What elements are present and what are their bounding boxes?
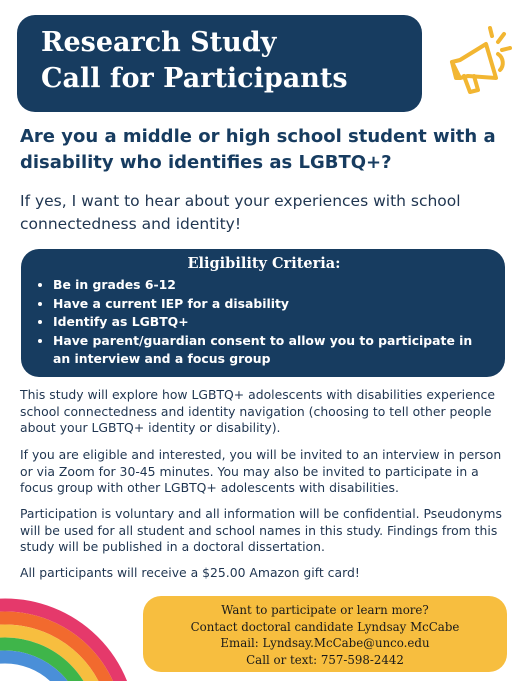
eligibility-list: [39, 276, 489, 369]
contact-email[interactable]: Email: Lyndsay.McCabe@unco.edu: [220, 636, 430, 650]
lead-text: If yes, I want to hear about your experiences with school connectedness and identity!: [20, 192, 461, 233]
title-line-1: Research Study: [41, 27, 277, 58]
eligibility-item: • Be in grades 6-12: [53, 276, 489, 295]
eligibility-box: [21, 249, 505, 377]
eligibility-heading: Eligibility Criteria:: [187, 255, 341, 272]
eligibility-item: • Identify as LGBTQ+: [53, 313, 489, 332]
contact-phone[interactable]: Call or text: 757-598-2442: [246, 652, 404, 667]
contact-name: Contact doctoral candidate Lyndsay McCabe: [190, 619, 460, 634]
rainbow-graphic: [0, 580, 140, 681]
confidentiality-note: Participation is voluntary and all information will be confidential. Pseudonyms will be used for all student and school names in this study. Findings from this study will be published in a doctoral dissertation.: [20, 506, 502, 554]
title-line-2: Call for Participants: [41, 63, 348, 94]
gift-card-note: All participants will receive a $25.00 Amazon gift card!: [20, 565, 360, 580]
contact-box: [143, 596, 507, 672]
headline: Are you a middle or high school student with a disability who identifies as LGBTQ+?: [20, 126, 496, 173]
title-banner: [17, 15, 422, 112]
megaphone-icon: [440, 20, 520, 100]
eligibility-item: • Have a current IEP for a disability: [53, 295, 489, 314]
contact-prompt: Want to participate or learn more?: [221, 603, 429, 617]
participation-details: If you are eligible and interested, you will be invited to an interview in person or via Zoom for 30-45 minutes. You may also be invited to participate in a focus group with other LGBTQ+ adolescents with disabilities.: [20, 447, 502, 495]
eligibility-item: • Have parent/guardian consent to allow you to participate in an interview and a focus group: [53, 332, 489, 369]
study-description: This study will explore how LGBTQ+ adolescents with disabilities experience school connectedness and identity navigation (choosing to tell other people about your LGBTQ+ identity or disability).: [20, 387, 495, 435]
